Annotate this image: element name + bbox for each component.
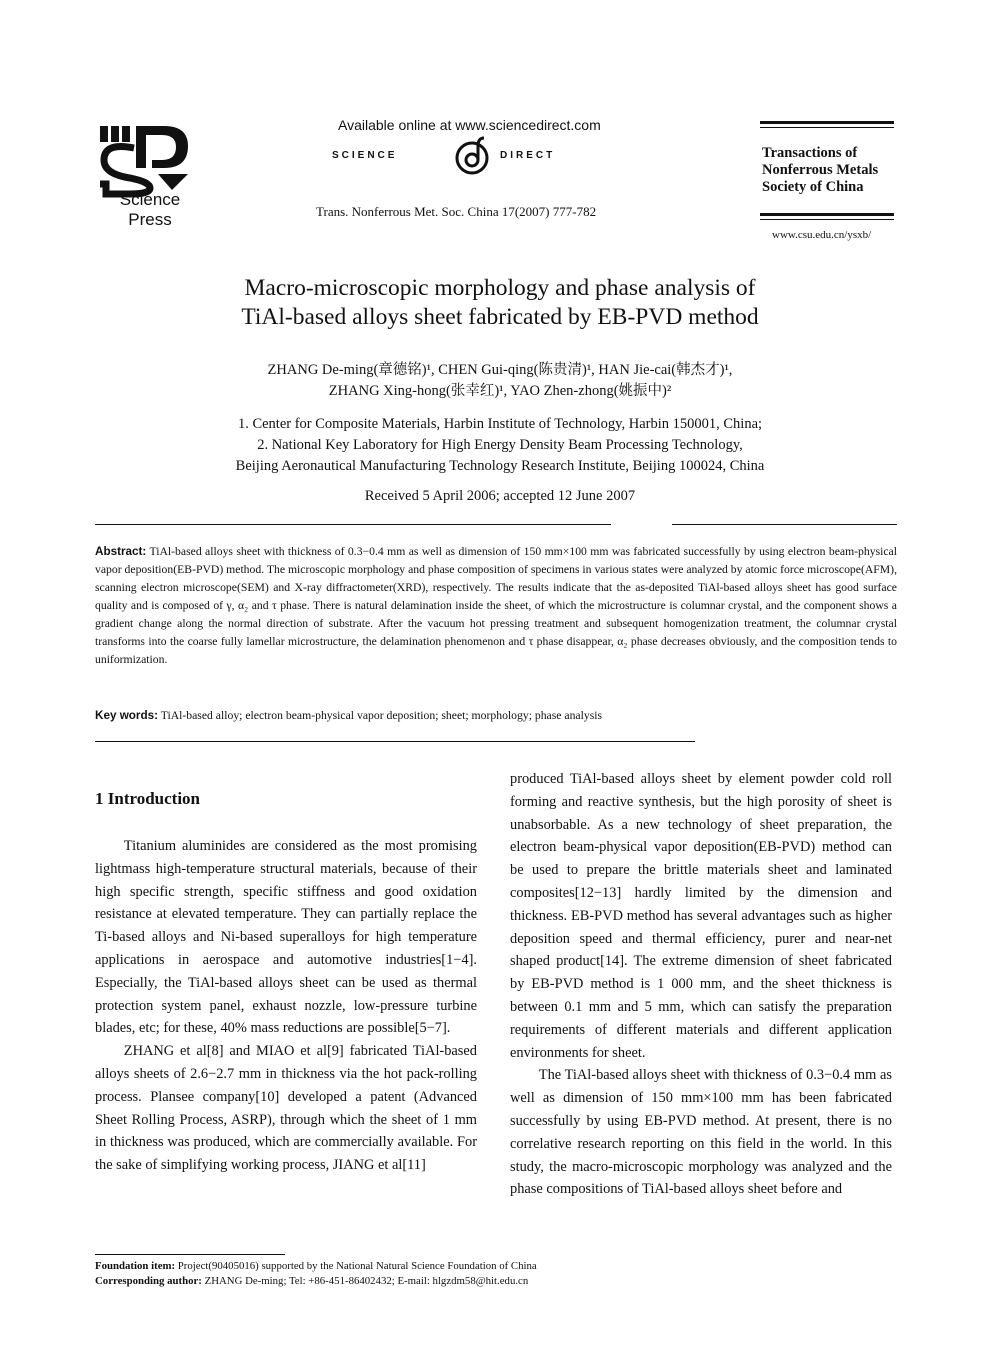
sciencedirect-logo (318, 136, 618, 178)
corresponding-author-text: ZHANG De-ming; Tel: +86-451-86402432; E-mail: hlgzdm58@hit.edu.cn (204, 1275, 529, 1287)
keywords-rule (95, 741, 695, 742)
footnote-rule (95, 1254, 285, 1255)
title-line-2: TiAl-based alloys sheet fabricated by EB-PVD method (241, 304, 759, 330)
section-heading: 1 Introduction (95, 789, 201, 808)
affiliations (60, 414, 940, 477)
journal-rule-bottom (760, 213, 894, 216)
corresponding-author-note (95, 1274, 537, 1289)
paragraph: The TiAl-based alloys sheet with thickness of 0.3−0.4 mm as well as dimension of 150 mm×100 mm has been fabricated successfully by using EB-PVD method. At present, there is no correlative research reporting on this field in the world. In this study, the macro-microscopic morphology was analyzed and the phase compositions of TiAl-based alloys sheet before and (510, 1067, 892, 1198)
paragraph: ZHANG et al[8] and MIAO et al[9] fabricated TiAl-based alloys sheets of 2.6−2.7 mm in thickness via the hot pack-rolling process. Plansee company[10] developed a patent (Advanced Sheet Rolling Process, ASRP), through which the sheet of 1 mm in thickness was produced, which are commercially available. For the sake of simplifying working process, JIANG et al[11] (95, 1043, 477, 1174)
publisher-name: Science Press (119, 190, 181, 229)
abstract-rule-left (95, 524, 611, 525)
author-list (60, 360, 940, 402)
affiliation-2-cont: Beijing Aeronautical Manufacturing Technology Research Institute, Beijing 100024, China (235, 458, 765, 474)
journal-citation: Trans. Nonferrous Met. Soc. China 17(2007) 777-782 (316, 204, 597, 219)
abstract (95, 543, 897, 669)
sd-left-word: SCIENCE (332, 150, 398, 161)
foundation-note (95, 1259, 537, 1274)
affiliation-1: 1. Center for Composite Materials, Harbin Institute of Technology, Harbin 150001, China; (237, 416, 763, 432)
keywords (95, 709, 897, 722)
abstract-rule-right (672, 524, 897, 525)
abstract-label: Abstract: (95, 545, 147, 558)
authors-line-1: ZHANG De-ming(章德铭)¹, CHEN Gui-qing(陈贵清)¹, HAN Jie-cai(韩杰才)¹, (267, 362, 733, 378)
foundation-label: Foundation item: (95, 1260, 176, 1272)
footnotes (95, 1259, 537, 1289)
foundation-text: Project(90405016) supported by the National Natural Science Foundation of China (177, 1260, 537, 1272)
journal-name: Transactions of Nonferrous Metals Society of China (762, 145, 879, 195)
available-online: Available online at www.sciencedirect.com (338, 117, 601, 133)
right-column (510, 768, 892, 1201)
affiliation-2: 2. National Key Laboratory for High Energy Density Beam Processing Technology, (257, 437, 743, 453)
journal-rule-top (760, 121, 894, 124)
paragraph: produced TiAl-based alloys sheet by element powder cold roll forming and reactive synthesis, but the high porosity of sheet is unabsorbable. As a new technology of sheet preparation, the electron beam-physical vapor deposition(EB-PVD) method can be used to prepare the brittle materials sheet and laminated composites[12−13] hardly limited by the dimension and thickness. EB-PVD method has several advantages such as higher deposition speed and thermal efficiency, purer and near-net shaped product[14]. The extreme dimension of sheet fabricated by EB-PVD method is 1 000 mm, and the sheet thickness is between 0.1 mm and 5 mm, which can satisfy the preparation requirements of different materials and different application environments for sheet. (510, 771, 892, 1061)
sd-right-word: DIRECT (500, 150, 556, 161)
keywords-text: TiAl-based alloy; electron beam-physical vapor deposition; sheet; morphology; phase analysis (160, 709, 603, 722)
journal-rule-bottom-thin (760, 219, 894, 220)
abstract-text: TiAl-based alloys sheet with thickness of 0.3−0.4 mm as well as dimension of 150 mm×100 mm was fabricated successfully by using electron beam-physical vapor deposition(EB-PVD) method. The microscopic morphology and phase composition of specimens in various states were analyzed by atomic force microscope(AFM), scanning electron microscope(SEM) and X-ray diffractometer(XRD), respectively. The results indicate that the as-deposited TiAl-based alloys sheet has good surface quality and is composed of γ, α₂ and τ phase. There is natural delamination inside the sheet, of which the microstructure is columnar crystal, and the component shows a gradient change along the normal direction of substrate. After the vacuum hot pressing treatment and subsequent homogenization treatment, the columnar crystal transforms into the coarse fully lamellar microstructure, the delamination phenomenon and τ phase disappear, α₂ phase decreases obviously, and the composition tends to uniformization. (95, 545, 897, 666)
journal-rule-top-thin (760, 127, 894, 128)
article-title (60, 274, 940, 332)
title-line-1: Macro-microscopic morphology and phase analysis of (244, 275, 756, 301)
corresponding-author-label: Corresponding author: (95, 1275, 202, 1287)
authors-line-2: ZHANG Xing-hong(张幸红)¹, YAO Zhen-zhong(姚振中)² (328, 383, 672, 399)
sd-at-icon (450, 136, 494, 178)
received-dates: Received 5 April 2006; accepted 12 June 2007 (364, 488, 636, 504)
left-column (95, 835, 477, 1177)
paragraph: Titanium aluminides are considered as the most promising lightmass high-temperature structural materials, because of their high specific strength, specific stiffness and good oxidation resistance at elevated temperature. They can partially replace the Ti-based alloys and Ni-based superalloys for high temperature applications in aerospace and automotive industries[1−4]. Especially, the TiAl-based alloys sheet can be used as thermal protection system panel, exhaust nozzle, low-pressure turbine blades, etc; for these, 40% mass reductions are possible[5−7]. (95, 838, 477, 1037)
keywords-label: Key words: (95, 709, 158, 722)
journal-website: www.csu.edu.cn/ysxb/ (772, 229, 872, 241)
